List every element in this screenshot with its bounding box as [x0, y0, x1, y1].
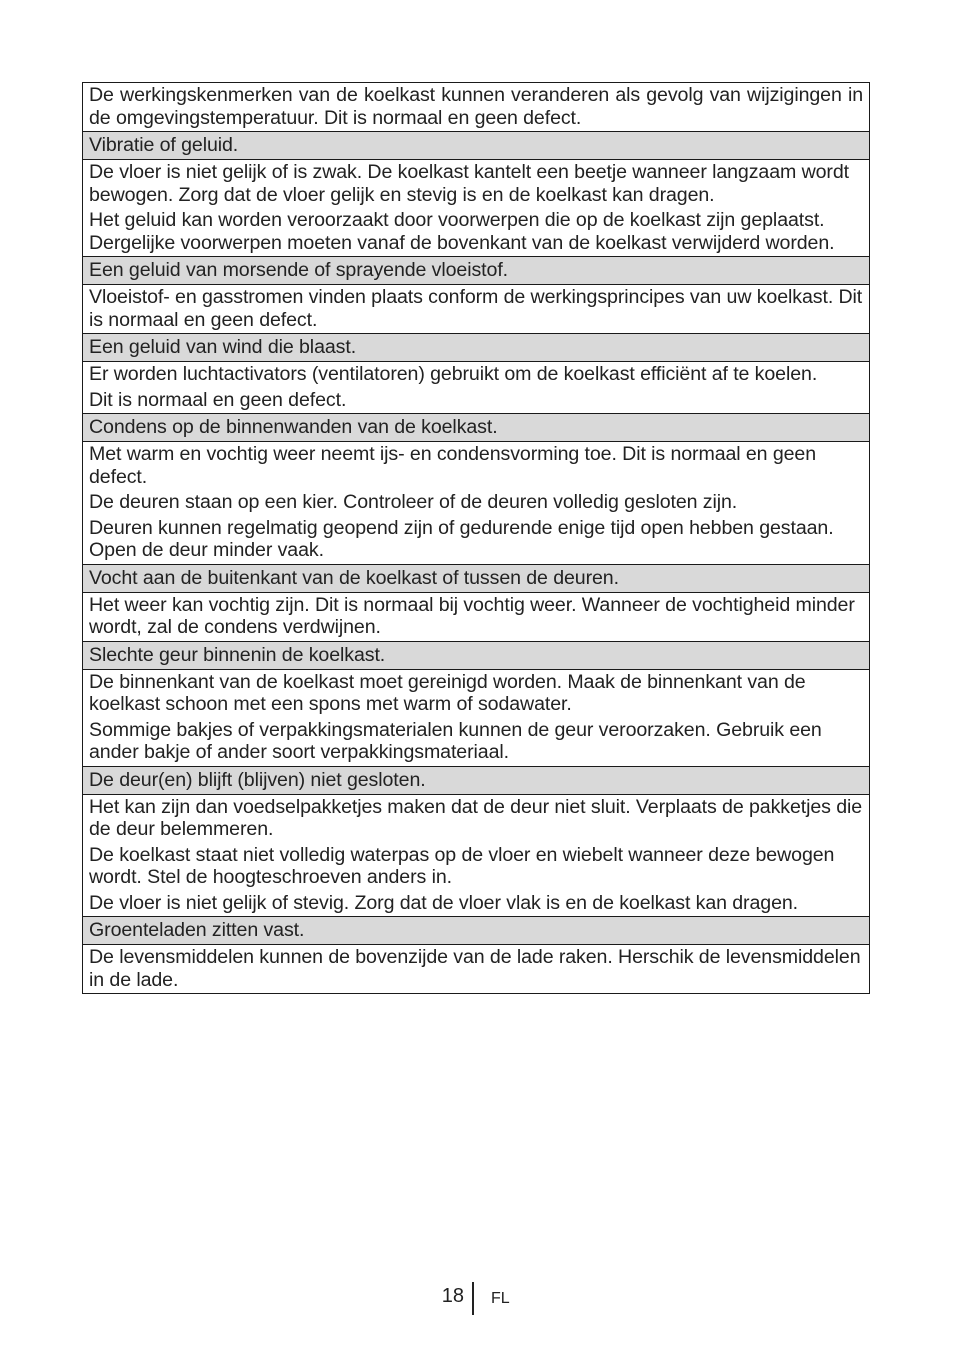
solution-row — [83, 159, 869, 256]
solution-row — [83, 944, 869, 993]
troubleshooting-table — [82, 82, 870, 994]
problem-heading: Vibratie of geluid. — [89, 134, 239, 156]
problem-heading-row — [83, 333, 869, 361]
solution-row — [83, 441, 869, 564]
solution-paragraph: De binnenkant van de koelkast moet gereinigd worden. Maak de binnenkant van de koelkast schoon met een spons met warm of sodawater. — [89, 670, 806, 715]
solution-paragraph: Er worden luchtactivators (ventilatoren) gebruikt om de koelkast efficiënt af te koelen. — [89, 363, 818, 385]
solution-paragraph: De levensmiddelen kunnen de bovenzijde van de lade raken. Herschik de levensmiddelen in de lade. — [89, 946, 861, 991]
solution-row — [83, 669, 869, 766]
solution-paragraph: De werkingskenmerken van de koelkast kunnen veranderen als gevolg van wijzigingen in de omgevingstemperatuur. Dit is normaal en geen defect. — [89, 84, 863, 129]
problem-heading-row — [83, 256, 869, 284]
page-footer — [0, 1282, 954, 1316]
problem-heading: Slechte geur binnenin de koelkast. — [89, 643, 386, 666]
solution-paragraph: Het geluid kan worden veroorzaakt door voorwerpen die op de koelkast zijn geplaatst. Dergelijke voorwerpen moeten vanaf de bovenkant van de koelkast verwijderd worden. — [89, 209, 835, 254]
problem-heading: Condens op de binnenwanden van de koelkast. — [89, 416, 498, 438]
solution-row — [83, 794, 869, 917]
problem-heading-row — [83, 766, 869, 794]
solution-paragraph: De deuren staan op een kier. Controleer of de deuren volledig gesloten zijn. — [89, 491, 738, 513]
solution-paragraph: De vloer is niet gelijk of is zwak. De koelkast kantelt een beetje wanneer langzaam wordt bewogen. Zorg dat de vloer gelijk en stevig is en de koelkast kan dragen. — [89, 161, 850, 206]
problem-heading: Groenteladen zitten vast. — [89, 919, 305, 941]
footer-divider — [472, 1282, 474, 1315]
problem-heading-row — [83, 564, 869, 592]
problem-heading: Vocht aan de buitenkant van de koelkast of tussen de deuren. — [89, 566, 619, 589]
problem-heading-row — [83, 131, 869, 159]
solution-paragraph: Deuren kunnen regelmatig geopend zijn of gedurende enige tijd open hebben gestaan. Open de deur minder vaak. — [89, 516, 834, 561]
problem-heading-row — [83, 413, 869, 441]
problem-heading: De deur(en) blijft (blijven) niet gesloten. — [89, 768, 426, 791]
solution-paragraph: De koelkast staat niet volledig waterpas op de vloer en wiebelt wanneer deze bewogen wordt. Stel de hoogteschroeven anders in. — [89, 843, 835, 888]
problem-heading: Een geluid van morsende of sprayende vloeistof. — [89, 259, 509, 281]
solution-paragraph: Sommige bakjes of verpakkingsmaterialen kunnen de geur veroorzaken. Gebruik een ander bakje of ander soort verpakkingsmateriaal. — [89, 718, 822, 763]
solution-row — [83, 83, 869, 131]
solution-row — [83, 592, 869, 641]
solution-paragraph: De vloer is niet gelijk of stevig. Zorg dat de vloer vlak is en de koelkast kan dragen. — [89, 891, 799, 914]
problem-heading-row — [83, 641, 869, 669]
solution-paragraph: Met warm en vochtig weer neemt ijs- en condensvorming toe. Dit is normaal en geen defect. — [89, 443, 817, 488]
problem-heading: Een geluid van wind die blaast. — [89, 336, 357, 358]
solution-paragraph: Vloeistof- en gasstromen vinden plaats conform de werkingsprincipes van uw koelkast. Dit is normaal en geen defect. — [89, 286, 863, 331]
page-number: 18 — [441, 1285, 464, 1307]
language-code: FL — [491, 1290, 510, 1307]
solution-paragraph: Het kan zijn dan voedselpakketjes maken dat de deur niet sluit. Verplaats de pakketjes die de deur belemmeren. — [89, 795, 863, 840]
solution-paragraph: Het weer kan vochtig zijn. Dit is normaal bij vochtig weer. Wanneer de vochtigheid minder wordt, zal de condens verdwijnen. — [89, 593, 855, 638]
solution-row — [83, 361, 869, 413]
solution-row — [83, 284, 869, 333]
problem-heading-row — [83, 916, 869, 944]
solution-paragraph: Dit is normaal en geen defect. — [89, 388, 347, 411]
